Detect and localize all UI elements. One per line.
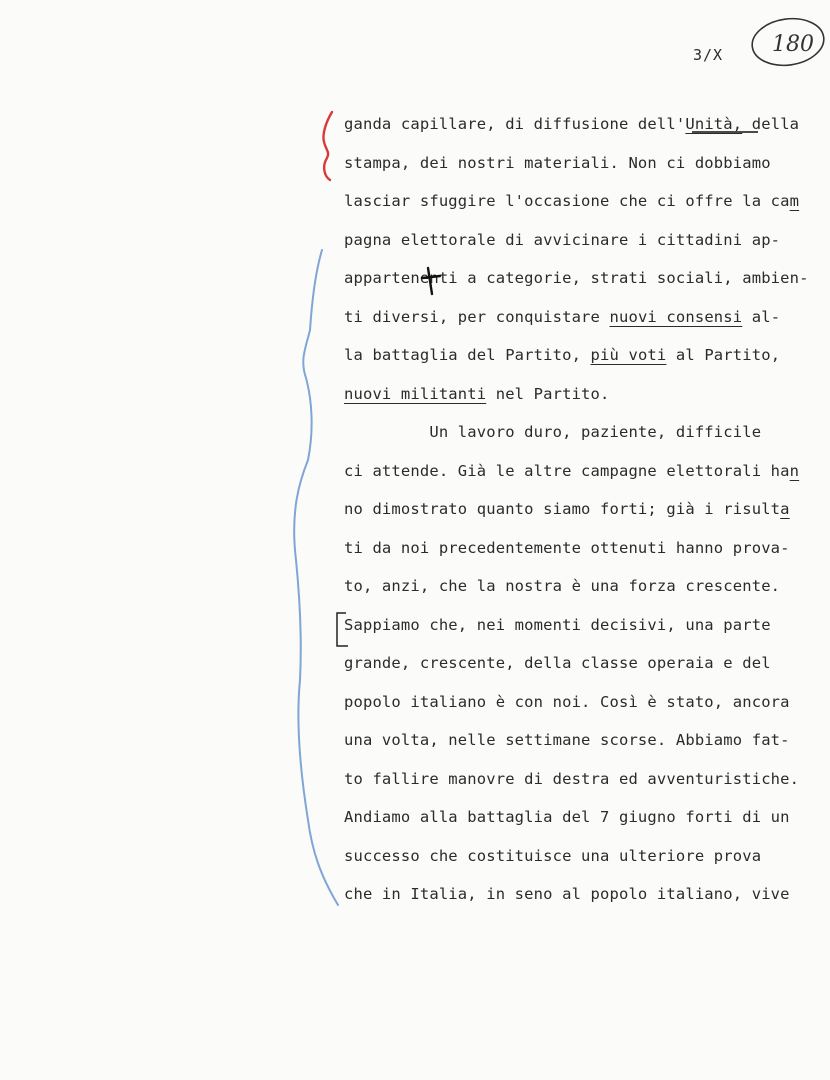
- red-margin-bracket: [323, 112, 332, 180]
- text-segment: della: [742, 115, 800, 133]
- underlined-text: nuovi consensi: [609, 307, 743, 326]
- text-segment: popolo italiano è con noi. Così è stato, ancora: [344, 692, 790, 711]
- text-segment: al-: [742, 307, 781, 326]
- text-segment: che in Italia, in seno al popolo italiano, vive: [344, 885, 790, 903]
- text-segment: successo che costituisce una ulteriore prova: [344, 846, 762, 865]
- ink-correction: [422, 268, 440, 294]
- underlined-text: m: [789, 192, 800, 210]
- text-segment: una volta, nelle settimane scorse. Abbiamo fat-: [344, 731, 790, 749]
- underlined-text: più voti: [590, 346, 667, 364]
- page-number: 3/X: [693, 46, 724, 64]
- underlined-text: a: [780, 500, 790, 518]
- text-segment: to, anzi, che la nostra è una forza crescente.: [344, 577, 781, 595]
- text-segment: appartenenti a categorie, strati sociali, ambien-: [344, 269, 809, 287]
- underlined-text: Unità,: [685, 115, 743, 133]
- text-segment: Sappiamo che, nei momenti decisivi, una parte: [344, 615, 771, 634]
- underlined-text: n: [789, 461, 800, 480]
- text-segment: lasciar sfuggire l'occasione che ci offre la ca: [344, 192, 790, 210]
- text-segment: ci attende. Già le altre campagne elettorali ha: [344, 461, 790, 480]
- text-segment: ganda capillare, di diffusione dell': [344, 115, 686, 133]
- text-segment: grande, crescente, della classe operaia e del: [344, 654, 771, 672]
- text-segment: pagna elettorale di avvicinare i cittadini ap-: [344, 230, 781, 249]
- text-segment: al Partito,: [666, 346, 781, 364]
- archive-number-text: 180: [772, 32, 814, 57]
- text-segment: Un lavoro duro, paziente, difficile: [344, 423, 762, 441]
- text-segment: ti da noi precedentemente ottenuti hanno prova-: [344, 538, 790, 557]
- text-segment: la battaglia del Partito,: [344, 346, 591, 364]
- text-segment: Andiamo alla battaglia del 7 giugno forti di un: [344, 808, 790, 826]
- text-segment: no dimostrato quanto siamo forti; già i risult: [344, 500, 781, 518]
- text-segment: to fallire manovre di destra ed avventuristiche.: [344, 769, 800, 788]
- blue-margin-line: [294, 250, 338, 905]
- text-segment: ti diversi, per conquistare: [344, 307, 610, 326]
- text-segment: nel Partito.: [486, 384, 610, 403]
- paragraph-bracket: [337, 613, 348, 646]
- text-segment: stampa, dei nostri materiali. Non ci dobbiamo: [344, 153, 771, 172]
- underlined-text: nuovi militanti: [344, 384, 487, 403]
